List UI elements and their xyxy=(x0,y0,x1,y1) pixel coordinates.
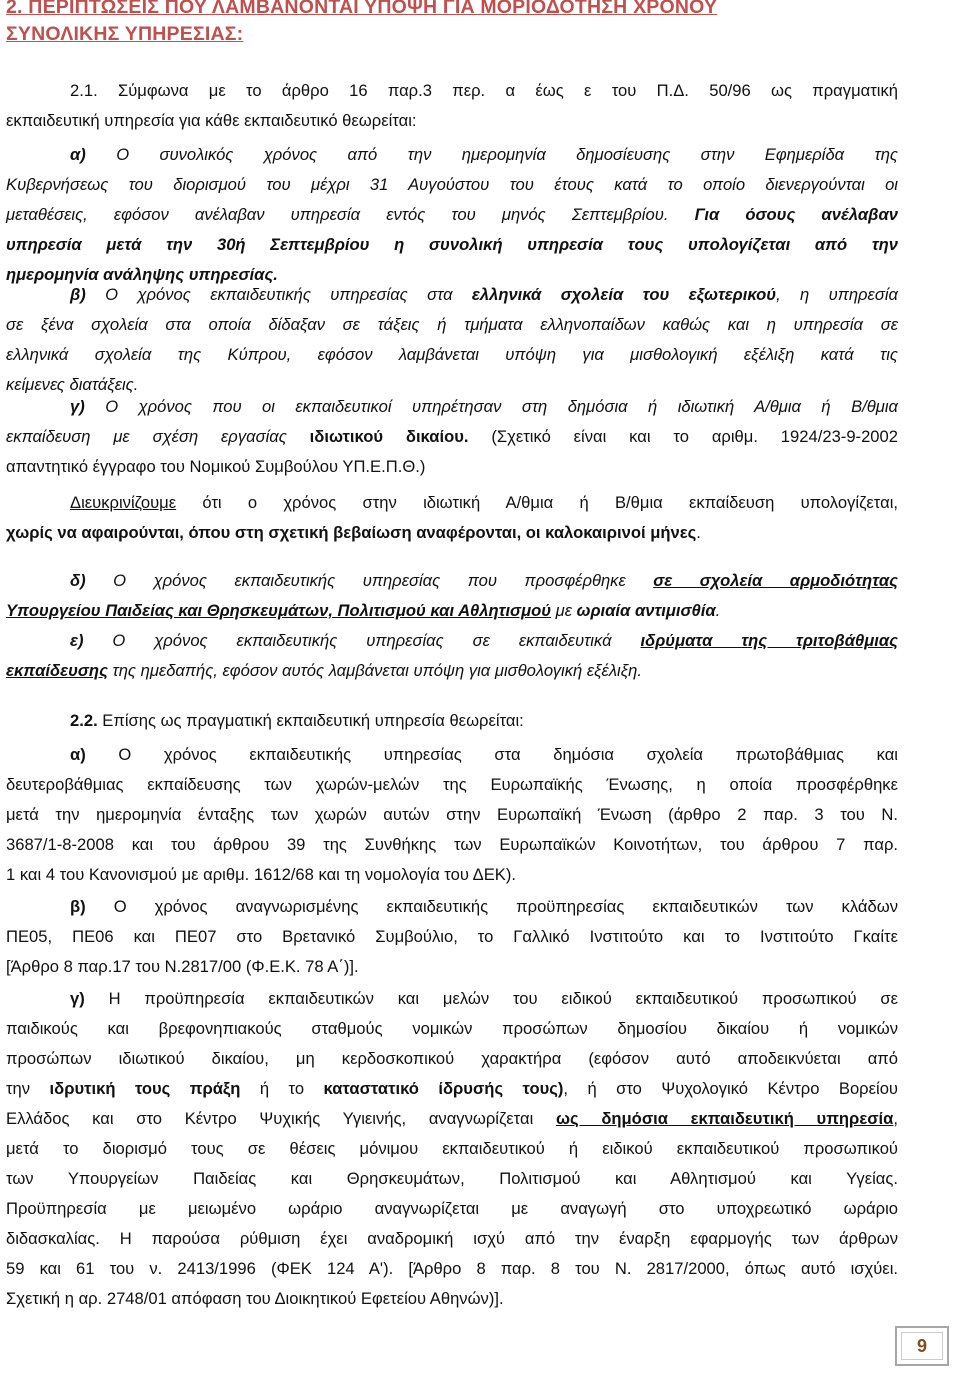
item-b xyxy=(6,280,898,400)
paragraph-line: α) Ο συνολικός χρόνος από την ημερομηνία δημοσίευσης στην Εφημερίδα της xyxy=(70,145,898,164)
paragraph-line: β) Ο χρόνος εκπαιδευτικής υπηρεσίας στα ελληνικά σχολεία του εξωτερικού, η υπηρεσία xyxy=(70,285,899,304)
paragraph-line: ΠΕ05, ΠΕ06 και ΠΕ07 στο Βρετανικό Συμβούλιο, το Γαλλικό Ινστιτούτο και το Ινστιτούτο Γκαίτε xyxy=(6,927,898,946)
paragraph-line: μετά το διορισμό τους σε θέσεις μόνιμου εκπαιδευτικού ή ειδικού εκπαιδευτικού προσωπικού xyxy=(6,1139,898,1158)
heading-line-1: 2. ΠΕΡΙΠΤΩΣΕΙΣ ΠΟΥ ΛΑΜΒΑΝΟΝΤΑΙ ΥΠΟΨΗ ΓΙΑ ΜΟΡΙΟΔΟΤΗΣΗ ΧΡΟΝΟΥ xyxy=(6,0,718,18)
paragraph-line: υπηρεσία μετά την 30ή Σεπτεμβρίου η συνολική υπηρεσία τους υπολογίζεται από την xyxy=(6,235,898,254)
paragraph-line: ε) Ο χρόνος εκπαιδευτικής υπηρεσίας σε εκπαιδευτικά ιδρύματα της τριτοβάθμιας xyxy=(70,631,898,650)
paragraph-line: δευτεροβάθμιας εκπαίδευσης των χωρών-μελών της Ευρωπαϊκής Ένωσης, η οποία προσφέρθηκε xyxy=(6,775,898,794)
section-2-2 xyxy=(6,706,898,1314)
paragraph-line: την ιδρυτική τους πράξη ή το καταστατικό ίδρυσής τους), ή στο Ψυχολογικό Κέντρο Βορείου xyxy=(6,1079,898,1098)
item-label: δ) xyxy=(70,571,86,590)
paragraph-line: [Άρθρο 8 παρ.17 του Ν.2817/00 (Φ.Ε.Κ. 78 Α΄)]. xyxy=(6,957,359,976)
paragraph-line: μεταθέσεις, εφόσον ανέλαβαν υπηρεσία εντός του μηνός Σεπτεμβρίου. Για όσους ανέλαβαν xyxy=(6,205,898,224)
section-label: 2.2. xyxy=(70,711,98,730)
item-label: ε) xyxy=(70,631,84,650)
paragraph-line: 2.1. Σύμφωνα με το άρθρο 16 παρ.3 περ. α έως ε του Π.Δ. 50/96 ως πραγματική xyxy=(70,81,898,100)
paragraph-line: σε ξένα σχολεία στα οποία δίδαξαν σε τάξεις ή τμήματα ελληνοπαίδων καθώς και η υπηρεσία σε xyxy=(6,315,898,334)
item-label: α) xyxy=(70,145,86,164)
item-a xyxy=(6,140,898,290)
page-number-box xyxy=(895,1326,949,1366)
paragraph-line: 1 και 4 του Κανονισμού με αριθμ. 1612/68 και τη νομολογία του ΔΕΚ). xyxy=(6,865,516,884)
paragraph-line: Ελλάδος και στο Κέντρο Ψυχικής Υγιεινής, αναγνωρίζεται ως δημόσια εκπαιδευτική υπηρεσία, xyxy=(6,1109,898,1128)
item-label: α) xyxy=(70,745,86,764)
heading-line-2: ΣΥΝΟΛΙΚΗΣ ΥΠΗΡΕΣΙΑΣ: xyxy=(6,23,244,45)
item-label: β) xyxy=(70,285,86,304)
paragraph-line: ελληνικά σχολεία της Κύπρου, εφόσον λαμβάνεται υπόψη για μισθολογική εξέλιξη κατά τις xyxy=(6,345,898,364)
paragraph-line: Σχετική η αρ. 2748/01 απόφαση του Διοικητικού Εφετείου Αθηνών)]. xyxy=(6,1289,504,1308)
paragraph-line: Υπουργείου Παιδείας και Θρησκευμάτων, Πολιτισμού και Αθλητισμού με ωριαία αντιμισθία. xyxy=(6,601,721,620)
section-heading xyxy=(6,0,898,48)
paragraph-line: ημερομηνία ανάληψης υπηρεσίας. xyxy=(6,265,278,284)
paragraph-line: εκπαιδευτική υπηρεσία για κάθε εκπαιδευτικό θεωρείται: xyxy=(6,111,417,130)
item-label: γ) xyxy=(70,989,85,1008)
paragraph-line: παιδικούς και βρεφονηπιακούς σταθμούς νομικών προσώπων δημοσίου δικαίου ή νομικών xyxy=(6,1019,898,1038)
paragraph-line: Κυβερνήσεως του διορισμού του μέχρι 31 Αυγούστου του έτους κατά το οποίο διενεργούνται οι xyxy=(6,175,898,194)
paragraph-line: α) Ο χρόνος εκπαιδευτικής υπηρεσίας στα δημόσια σχολεία πρωτοβάθμιας και xyxy=(70,745,898,764)
paragraph-line: χωρίς να αφαιρούνται, όπου στη σχετική βεβαίωση αναφέρονται, οι καλοκαιρινοί μήνες. xyxy=(6,523,701,542)
item-g xyxy=(6,392,898,548)
paragraph-line: 59 και 61 του ν. 2413/1996 (ΦΕΚ 124 Α'). [Άρθρο 8 παρ. 8 του Ν. 2817/2000, όπως αυτό ισχύει. xyxy=(6,1259,898,1278)
paragraph-line: μετά την ημερομηνία ένταξης των χωρών αυτών στην Ευρωπαϊκή Ένωση (άρθρο 2 παρ. 3 του Ν. xyxy=(6,805,898,824)
paragraph-line: Διευκρινίζουμε ότι ο χρόνος στην ιδιωτική Α/θμια ή Β/θμια εκπαίδευση υπολογίζεται, xyxy=(70,493,898,512)
paragraph-line: δ) Ο χρόνος εκπαιδευτικής υπηρεσίας που προσφέρθηκε σε σχολεία αρμοδιότητας xyxy=(70,571,898,590)
paragraph-line: Προϋπηρεσία με μειωμένο ωράριο αναγνωρίζεται με αναγωγή στο υποχρεωτικό ωράριο xyxy=(6,1199,898,1218)
paragraph-line: γ) Ο χρόνος που οι εκπαιδευτικοί υπηρέτησαν στη δημόσια ή ιδιωτική Α/θμια ή Β/θμια xyxy=(70,397,898,416)
paragraph-line: β) Ο χρόνος αναγνωρισμένης εκπαιδευτικής προϋπηρεσίας εκπαιδευτικών των κλάδων xyxy=(70,897,898,916)
paragraph-line: διδασκαλίας. Η παρούσα ρύθμιση έχει αναδρομική ισχύ από την έναρξη εφαρμογής των άρθρων xyxy=(6,1229,898,1248)
item-d xyxy=(6,566,898,626)
item-e xyxy=(6,626,898,686)
paragraph-line: απαντητικό έγγραφο του Νομικού Συμβούλου ΥΠ.Ε.Π.Θ.) xyxy=(6,457,426,476)
paragraph-line: εκπαίδευσης της ημεδαπής, εφόσον αυτός λαμβάνεται υπόψη για μισθολογική εξέλιξη. xyxy=(6,661,642,680)
paragraph-line: γ) Η προϋπηρεσία εκπαιδευτικών και μελών του ειδικού εκπαιδευτικού προσωπικού σε xyxy=(70,989,898,1008)
paragraph-line: κείμενες διατάξεις. xyxy=(6,375,139,394)
item-label: γ) xyxy=(70,397,85,416)
section-2-1 xyxy=(6,76,898,136)
paragraph-line: εκπαίδευση με σχέση εργασίας ιδιωτικού δικαίου. (Σχετικό είναι και το αριθμ. 1924/23-9-2002 xyxy=(6,427,898,446)
page-number: 9 xyxy=(901,1332,943,1360)
paragraph-line: 3687/1-8-2008 και του άρθρου 39 της Συνθήκης των Ευρωπαϊκών Κοινοτήτων, του άρθρου 7 παρ. xyxy=(6,835,898,854)
paragraph-line: προσώπων ιδιωτικού δικαίου, μη κερδοσκοπικού χαρακτήρα (εφόσον αυτό αποδεικνύεται από xyxy=(6,1049,898,1068)
paragraph-line: των Υπουργείων Παιδείας και Θρησκευμάτων, Πολιτισμού και Αθλητισμού και Υγείας. xyxy=(6,1169,898,1188)
item-label: β) xyxy=(70,897,86,916)
paragraph-line: 2.2. Επίσης ως πραγματική εκπαιδευτική υπηρεσία θεωρείται: xyxy=(70,711,524,730)
